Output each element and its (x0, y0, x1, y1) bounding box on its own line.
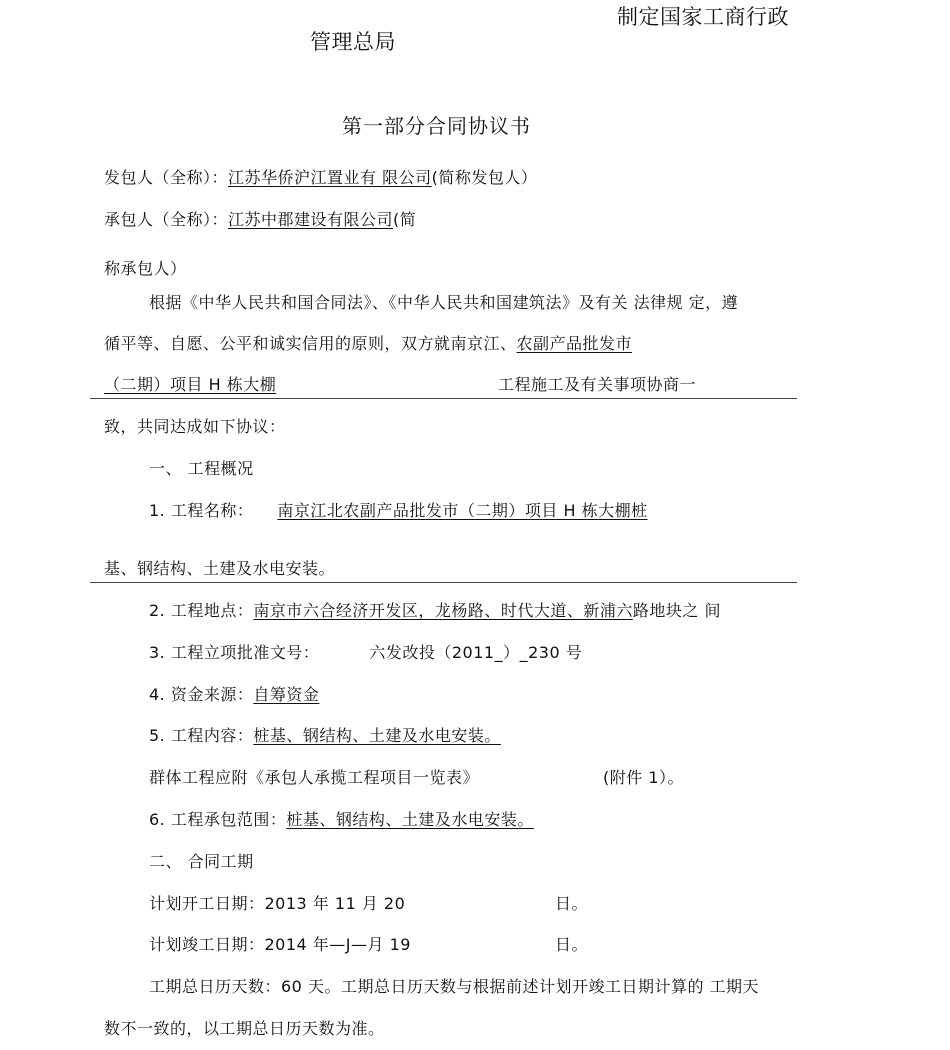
item-1-continued: 基、钢结构、土建及水电安装。 (104, 559, 336, 578)
document-title: 第一部分合同协议书 (342, 114, 531, 138)
item-4 (149, 685, 319, 705)
preamble-line-2-text: 循平等、自愿、公平和诚实信用的原则，双方就南京江、 (104, 334, 517, 353)
item-6-value: 桩基、钢结构、土建及水电安装。 (286, 810, 534, 829)
group-attachment: (附件 1）。 (603, 768, 685, 787)
contractor-line (104, 210, 416, 230)
item-2-tail: 路地块之 间 (632, 601, 721, 620)
item-5-value: 桩基、钢结构、土建及水电安装。 (253, 726, 501, 745)
start-date-day: 日。 (555, 894, 589, 913)
item-2 (149, 601, 721, 621)
item-4-value: 自筹资金 (253, 685, 320, 704)
contractor-note-b: 称承包人） (104, 259, 187, 278)
employer-line (104, 168, 537, 188)
item-5 (149, 726, 501, 746)
preamble-line-3-text: 工程施工及有关事项协商一 (498, 375, 697, 394)
item-6-label: 6. 工程承包范围： (149, 810, 287, 829)
section-1-heading: 一、 工程概况 (149, 459, 254, 478)
total-days-line-2: 数不一致的，以工期总日历天数为准。 (104, 1019, 385, 1038)
start-date-label: 计划开工日期：2013 年 11 月 20 (149, 894, 406, 913)
item-3-label: 3. 工程立项批准文号： (149, 643, 320, 662)
contractor-note-a: (简 (393, 210, 417, 229)
preamble-line-1: 根据《中华人民共和国合同法》、《中华人民共和国建筑法》及有关 法律规 定，遵 (149, 293, 739, 312)
horizontal-rule (90, 582, 797, 583)
item-6 (149, 810, 534, 830)
contractor-label: 承包人（全称）： (104, 210, 229, 229)
preamble-line-3-underlined: （二期）项目 H 栋大棚 (104, 375, 277, 394)
item-3-value: 六发改投（2011_）_230 号 (369, 643, 583, 662)
employer-note: (简称发包人） (431, 168, 538, 187)
item-2-label: 2. 工程地点： (149, 601, 254, 620)
employer-label: 发包人（全称）： (104, 168, 229, 187)
preamble-line-2-underlined: 农副产品批发市 (516, 334, 633, 353)
item-1-value: 南京江北农副产品批发市（二期）项目 H 栋大棚桩 (277, 501, 648, 520)
end-date-day: 日。 (555, 935, 589, 954)
item-3 (149, 643, 582, 663)
total-days-line-1: 工期总日历天数：60 天。工期总日历天数与根据前述计划开竣工日期计算的 工期天 (149, 977, 760, 996)
horizontal-rule (90, 398, 797, 399)
item-1 (149, 501, 648, 521)
end-date-label: 计划竣工日期：2014 年—J—月 19 (149, 935, 411, 954)
section-2-heading: 二、 合同工期 (149, 852, 254, 871)
employer-name: 江苏华侨沪江置业有 限公司 (228, 168, 432, 187)
preamble-line-2 (104, 334, 632, 354)
item-4-label: 4. 资金来源： (149, 685, 254, 704)
group-text: 群体工程应附《承包人承揽工程项目一览表》 (149, 768, 480, 787)
header-line-2: 管理总局 (310, 30, 396, 54)
item-2-value: 南京市六合经济开发区，龙杨路、时代大道、新浦六 (253, 601, 633, 620)
header-line-1: 制定国家工商行政 (617, 5, 789, 29)
item-5-label: 5. 工程内容： (149, 726, 254, 745)
item-1-label: 1. 工程名称： (149, 501, 254, 520)
preamble-line-4: 致，共同达成如下协议： (104, 417, 286, 436)
contractor-name: 江苏中郡建设有限公司 (228, 210, 394, 229)
